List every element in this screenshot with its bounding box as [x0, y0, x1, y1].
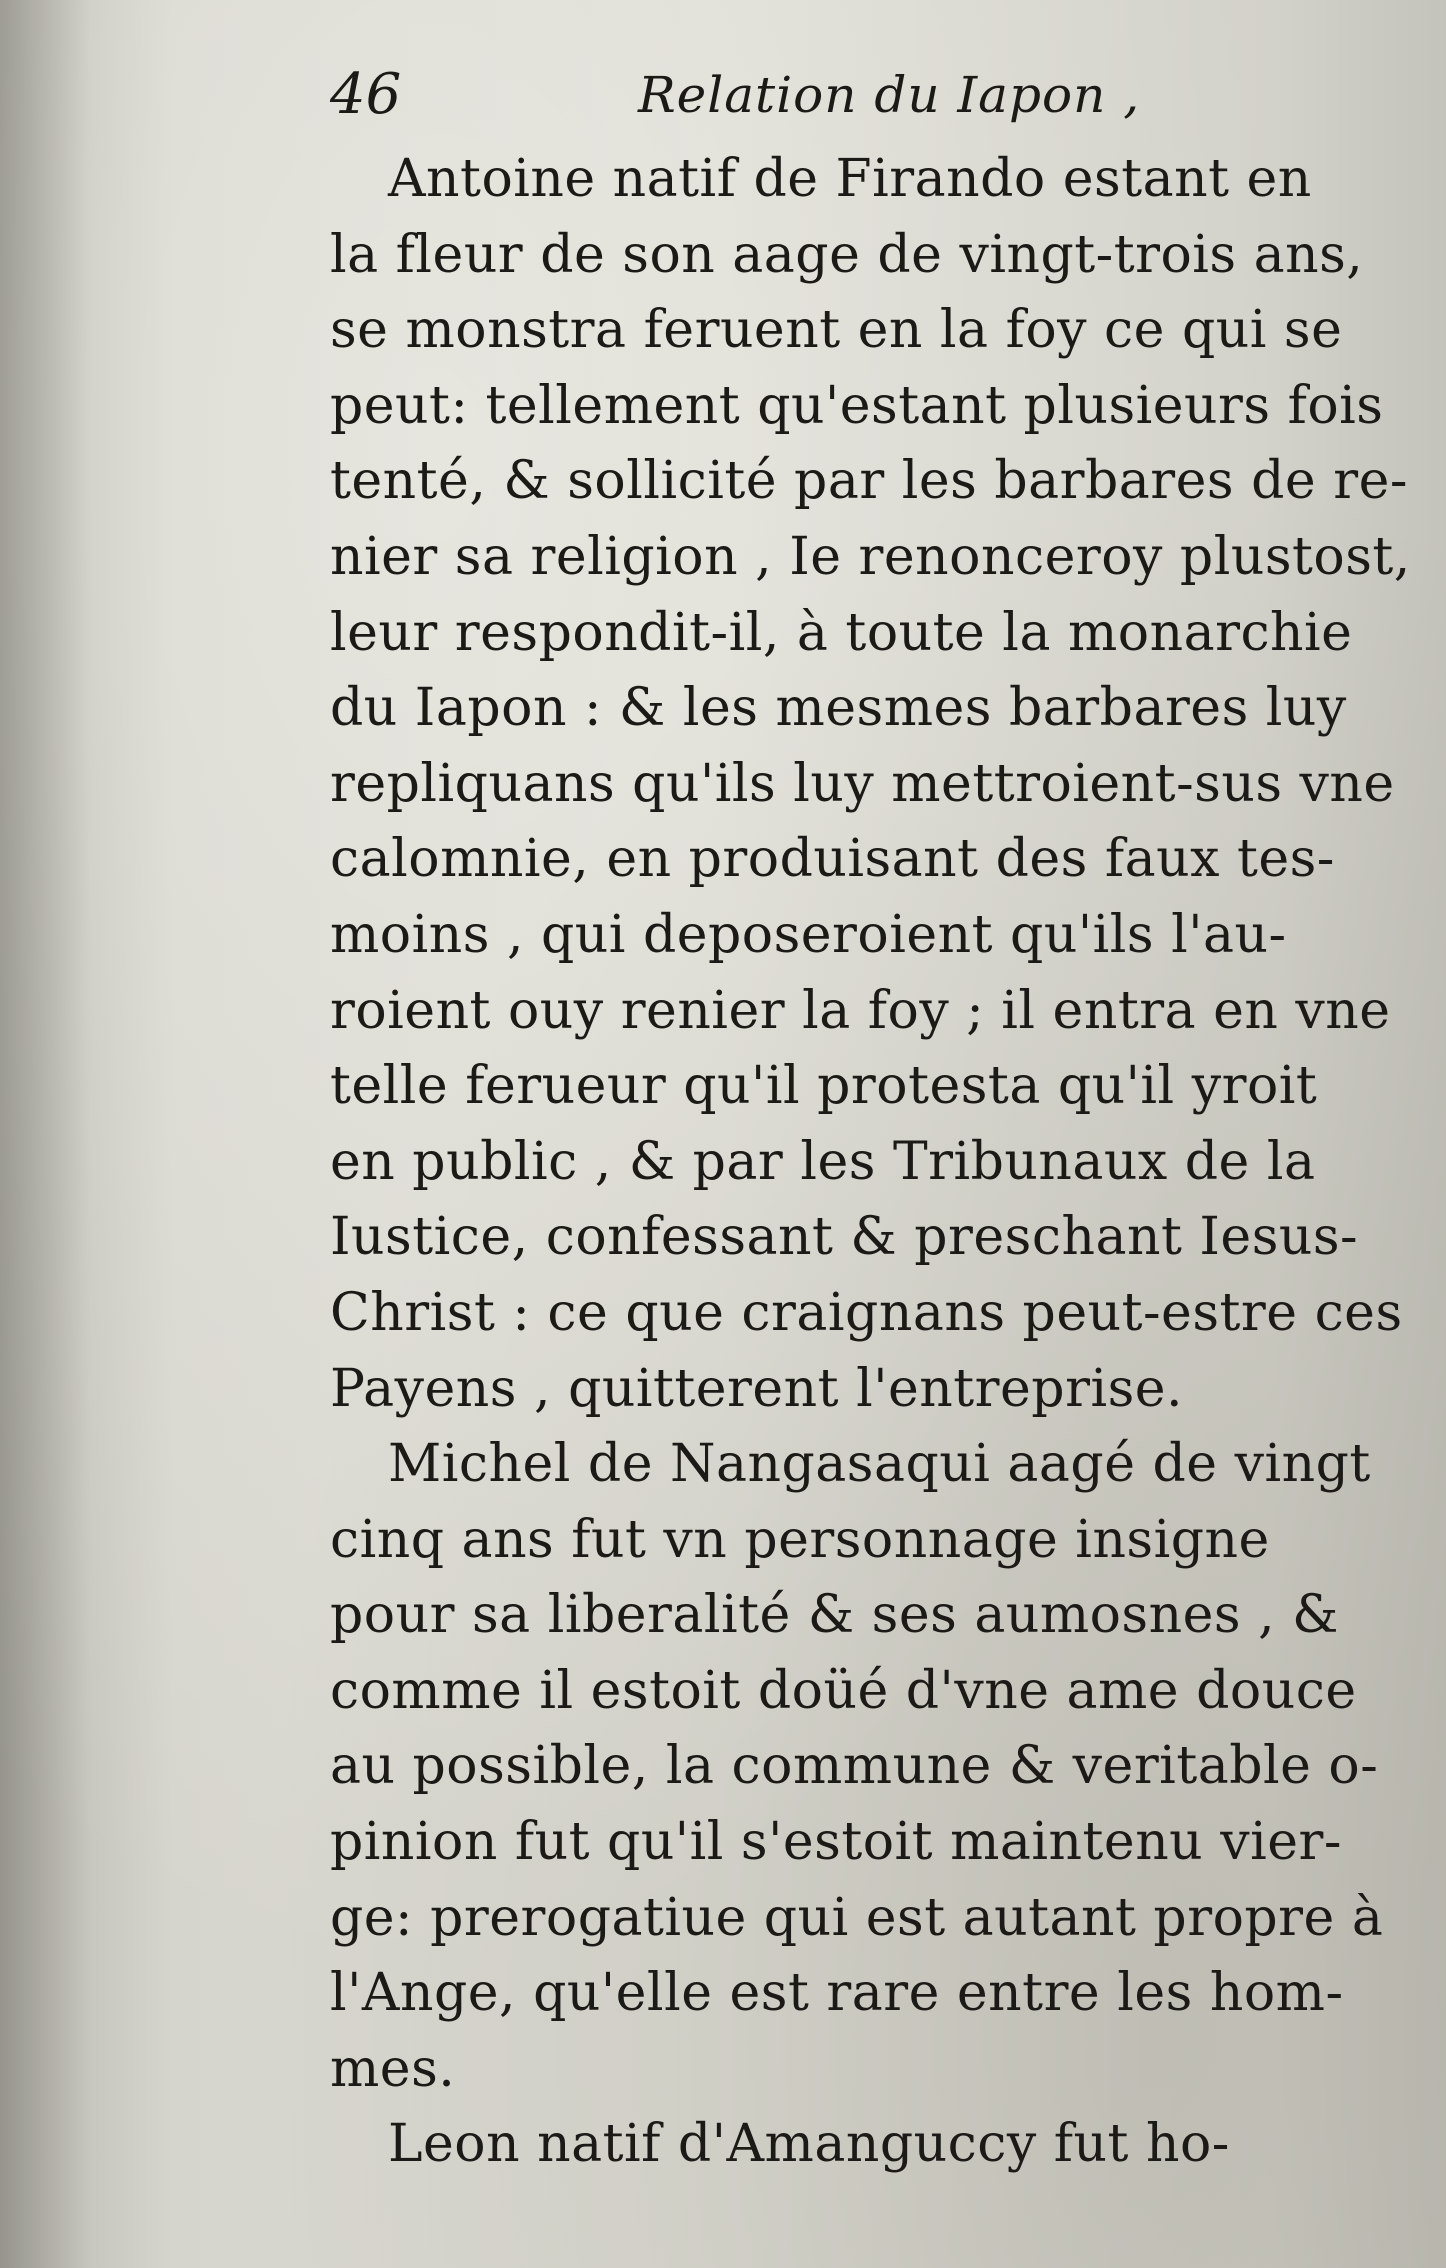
- text-line: Antoine natif de Firando estant en: [388, 149, 1312, 209]
- text-line: repliquans qu'ils luy mettroient-sus vne: [330, 753, 1395, 814]
- text-line: ge: prerogatiue qui est autant propre à: [330, 1887, 1384, 1948]
- text-line: en public , & par les Tribunaux de la: [330, 1131, 1316, 1192]
- text-line: se monstra feruent en la foy ce qui se: [330, 300, 1343, 361]
- text-line: tenté, & sollicité par les barbares de re-: [330, 451, 1408, 512]
- text-line: pour sa liberalité & ses aumosnes , &: [330, 1585, 1339, 1646]
- text-line: mes.: [330, 2038, 456, 2099]
- text-line: telle ferueur qu'il protesta qu'il yroit: [330, 1056, 1318, 1117]
- text-line: Payens , quitterent l'entreprise.: [330, 1358, 1184, 1419]
- text-line: comme il estoit doüé d'vne ame douce: [330, 1660, 1357, 1721]
- page-number: 46: [330, 62, 402, 127]
- text-line: Iustice, confessant & preschant Iesus-: [330, 1207, 1359, 1268]
- text-line: peut: tellement qu'estant plusieurs fois: [330, 375, 1384, 436]
- text-line: pinion fut qu'il s'estoit maintenu vier-: [330, 1812, 1342, 1873]
- running-title: Relation du Iapon ,: [638, 66, 1141, 124]
- page-header: [330, 62, 1390, 142]
- text-line: leur respondit-il, à toute la monarchie: [330, 602, 1353, 663]
- text-line: Christ : ce que craignans peut-estre ces: [330, 1282, 1403, 1343]
- text-line: Michel de Nangasaqui aagé de vingt: [388, 1434, 1371, 1495]
- text-line: moins , qui deposeroient qu'ils l'au-: [330, 904, 1287, 965]
- text-line: roient ouy renier la foy ; il entra en vne: [330, 980, 1391, 1041]
- spine-shadow: [0, 0, 90, 2268]
- text-line: nier sa religion , Ie renonceroy plustost,: [330, 526, 1411, 587]
- text-line: Leon natif d'Amanguccy fut ho-: [388, 2114, 1230, 2175]
- text-line: cinq ans fut vn personnage insigne: [330, 1509, 1270, 1570]
- text-line: l'Ange, qu'elle est rare entre les hom-: [330, 1963, 1344, 2024]
- text-line: du Iapon : & les mesmes barbares luy: [330, 678, 1347, 739]
- text-line: au possible, la commune & veritable o-: [330, 1736, 1379, 1797]
- body-text: [330, 142, 1430, 2183]
- text-line: calomnie, en produisant des faux tes-: [330, 829, 1335, 890]
- text-line: la fleur de son aage de vingt-trois ans,: [330, 224, 1364, 285]
